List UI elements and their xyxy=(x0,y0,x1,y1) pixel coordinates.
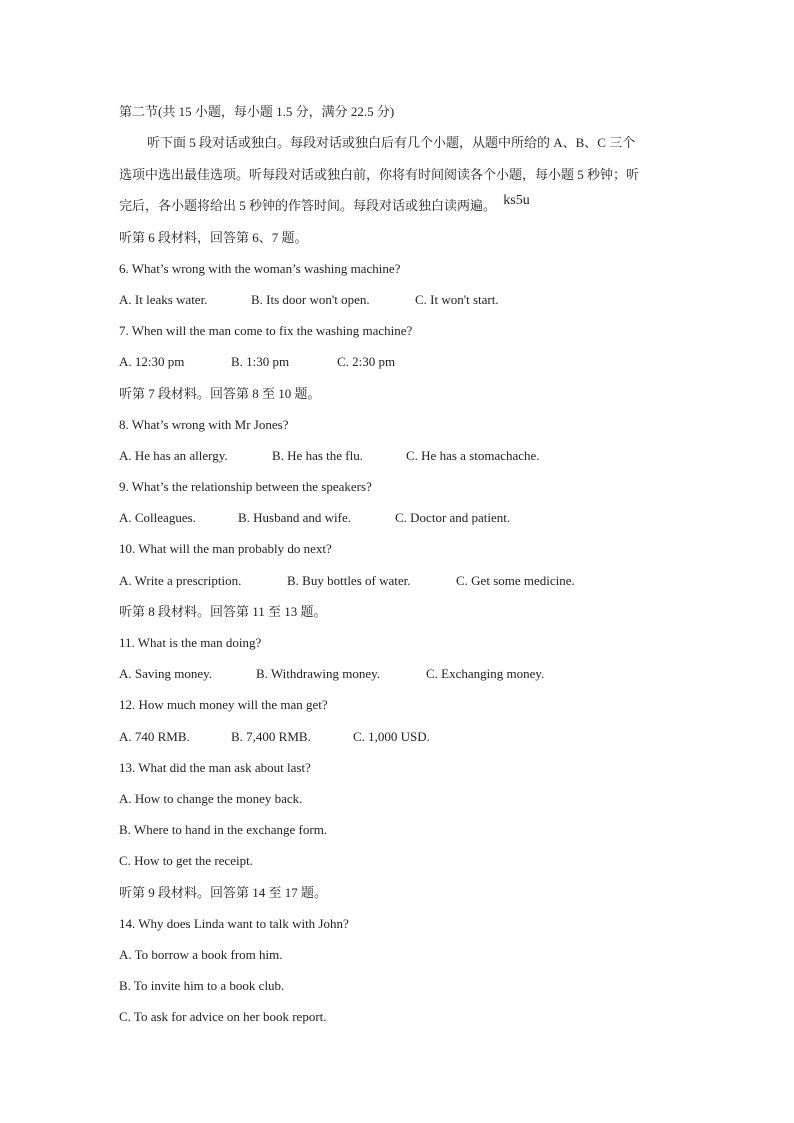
question-14-option-c: C. To ask for advice on her book report. xyxy=(119,1009,327,1024)
question-9-stem: 9. What’s the relationship between the speakers? xyxy=(119,479,372,494)
question-7-option-b: B. 1:30 pm xyxy=(231,354,290,369)
question-11-option-c: C. Exchanging money. xyxy=(426,666,545,681)
question-8-option-b: B. He has the flu. xyxy=(272,448,363,463)
question-6-option-a: A. It leaks water. xyxy=(119,292,208,307)
question-8-stem: 8. What’s wrong with Mr Jones? xyxy=(119,417,289,432)
question-8-option-a: A. He has an allergy. xyxy=(119,448,228,463)
passage-6-heading: 听第 6 段材料，回答第 6、7 题。 xyxy=(119,230,308,245)
question-9-option-b: B. Husband and wife. xyxy=(238,510,352,525)
instructions-line-2: 选项中选出最佳选项。听每段对话或独白前，你将有时间阅读各个小题，每小题 5 秒钟；听 xyxy=(119,167,640,182)
question-8-option-c: C. He has a stomachache. xyxy=(406,448,540,463)
section-header: 第二节(共 15 小题，每小题 1.5 分，满分 22.5 分) xyxy=(119,104,395,119)
question-6-option-b: B. Its door won't open. xyxy=(251,292,370,307)
question-10-option-b: B. Buy bottles of water. xyxy=(287,573,411,588)
question-10-stem: 10. What will the man probably do next? xyxy=(119,541,332,556)
question-7-option-a: A. 12:30 pm xyxy=(119,354,185,369)
question-11-stem: 11. What is the man doing? xyxy=(119,635,262,650)
question-11-option-b: B. Withdrawing money. xyxy=(256,666,381,681)
watermark-ks5u: ks5u xyxy=(503,193,530,208)
question-12-stem: 12. How much money will the man get? xyxy=(119,697,328,712)
instructions-line-1: 听下面 5 段对话或独白。每段对话或独白后有几个小题，从题中所给的 A、B、C 三个 xyxy=(147,135,636,150)
passage-9-heading: 听第 9 段材料。回答第 14 至 17 题。 xyxy=(119,885,328,900)
question-11-option-a: A. Saving money. xyxy=(119,666,213,681)
instructions-line-3-text: 完后，各小题将给出 5 秒钟的作答时间。每段对话或独白读两遍。 xyxy=(119,198,497,213)
question-7-option-c: C. 2:30 pm xyxy=(337,354,396,369)
question-12-option-c: C. 1,000 USD. xyxy=(353,729,430,744)
question-14-option-a: A. To borrow a book from him. xyxy=(119,947,283,962)
question-7-stem: 7. When will the man come to fix the washing machine? xyxy=(119,323,413,338)
question-12-option-a: A. 740 RMB. xyxy=(119,729,190,744)
question-14-stem: 14. Why does Linda want to talk with John? xyxy=(119,916,349,931)
question-6-option-c: C. It won't start. xyxy=(415,292,499,307)
instructions-line-3 xyxy=(119,193,530,215)
question-10-option-c: C. Get some medicine. xyxy=(456,573,575,588)
question-14-option-b: B. To invite him to a book club. xyxy=(119,978,285,993)
question-12-option-b: B. 7,400 RMB. xyxy=(231,729,311,744)
question-13-option-c: C. How to get the receipt. xyxy=(119,853,253,868)
question-9-option-c: C. Doctor and patient. xyxy=(395,510,511,525)
question-10-option-a: A. Write a prescription. xyxy=(119,573,242,588)
question-13-stem: 13. What did the man ask about last? xyxy=(119,760,311,775)
passage-7-heading: 听第 7 段材料。回答第 8 至 10 题。 xyxy=(119,386,321,401)
passage-8-heading: 听第 8 段材料。回答第 11 至 13 题。 xyxy=(119,604,327,619)
question-6-stem: 6. What’s wrong with the woman’s washing machine? xyxy=(119,261,401,276)
question-13-option-b: B. Where to hand in the exchange form. xyxy=(119,822,328,837)
question-13-option-a: A. How to change the money back. xyxy=(119,791,303,806)
question-9-option-a: A. Colleagues. xyxy=(119,510,196,525)
